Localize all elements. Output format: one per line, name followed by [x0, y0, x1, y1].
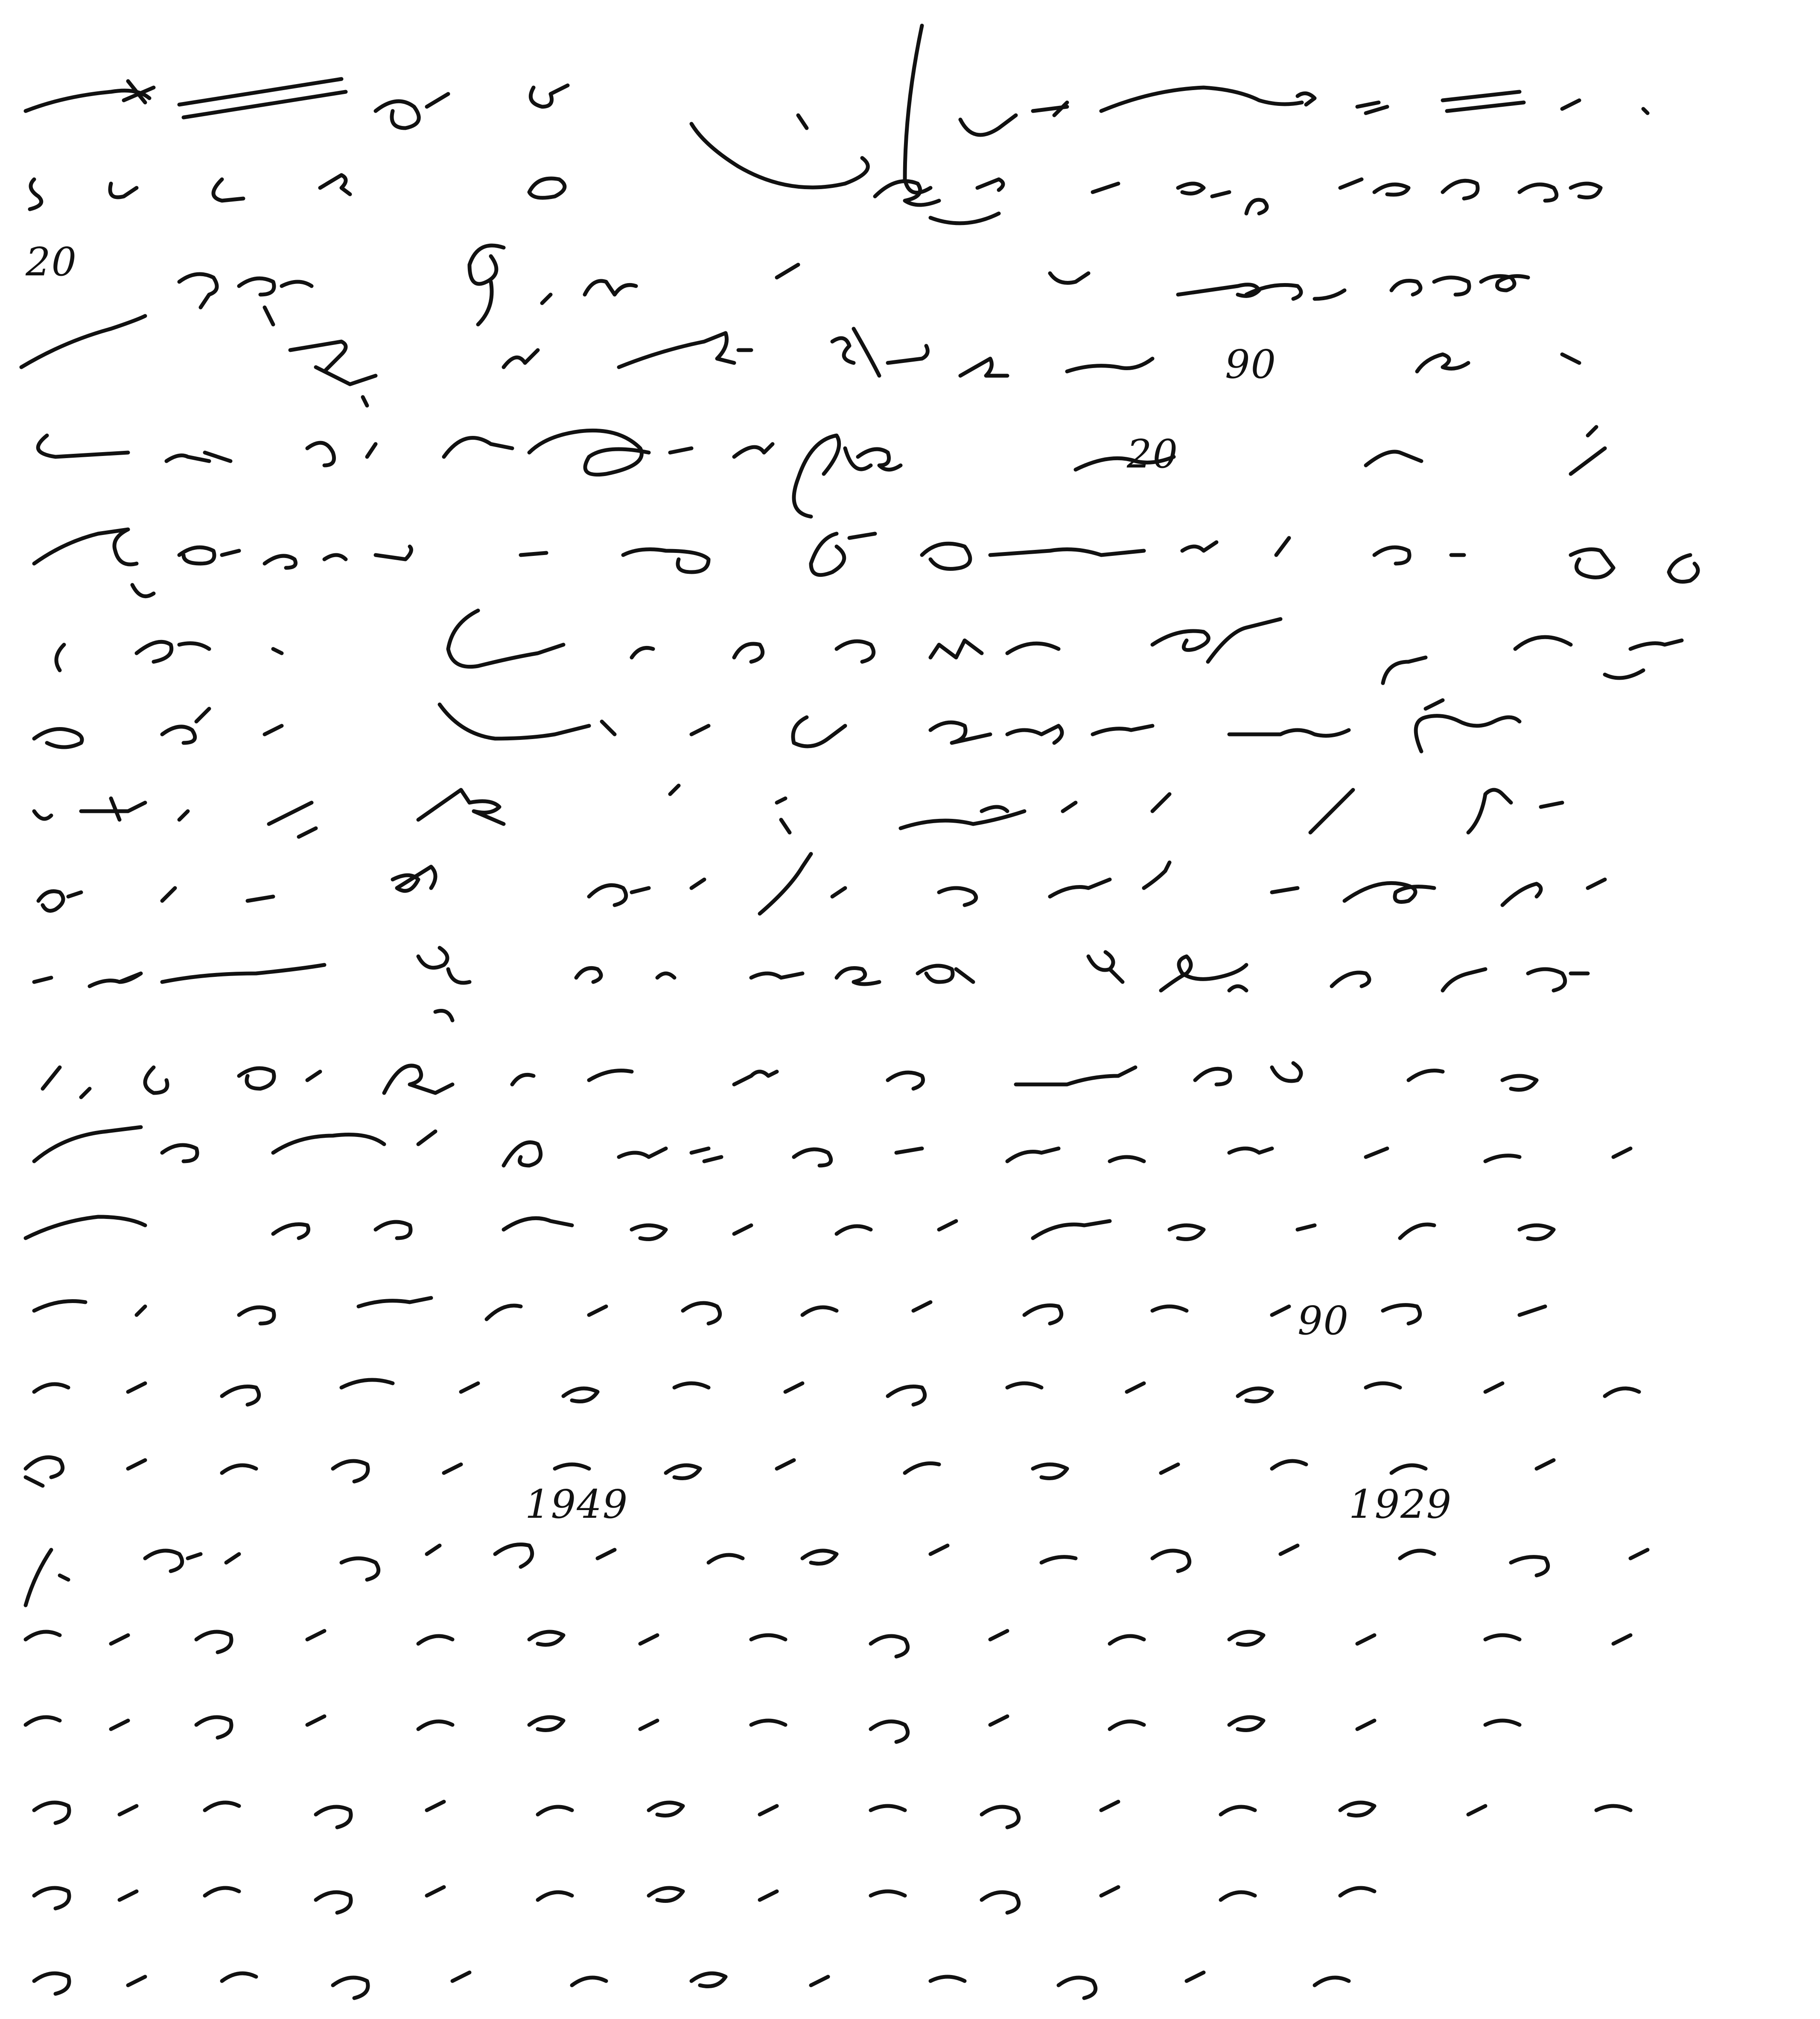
numeral-90: 90	[1225, 342, 1277, 387]
shorthand-line	[26, 1457, 1554, 1486]
shorthand-line	[34, 786, 1562, 837]
shorthand-line	[38, 427, 1605, 517]
shorthand-line	[26, 1545, 1648, 1606]
numeral-90: 90	[1298, 1298, 1350, 1344]
shorthand-line	[34, 700, 1520, 751]
shorthand-line	[26, 1631, 1630, 1657]
shorthand-line	[179, 245, 1528, 324]
shorthand-line	[34, 1380, 1639, 1405]
numeral-20: 20	[1127, 431, 1179, 477]
shorthand-line	[43, 1063, 1537, 1097]
shorthand-line	[34, 1972, 1349, 1998]
shorthand-line	[34, 1887, 1374, 1913]
shorthand-line	[21, 316, 1579, 406]
shorthand-line	[34, 529, 1698, 596]
shorthand-line	[30, 175, 1601, 223]
shorthand-line	[26, 1716, 1520, 1742]
shorthand-line	[34, 1802, 1630, 1827]
numeral-1949: 1949	[525, 1481, 629, 1527]
shorthand-line	[26, 26, 1648, 193]
shorthand-line	[34, 948, 1588, 1020]
shorthand-line	[38, 854, 1605, 914]
shorthand-line	[26, 1217, 1554, 1239]
shorthand-line	[34, 1127, 1630, 1166]
numeral-1929: 1929	[1349, 1481, 1452, 1527]
numeral-20: 20	[26, 239, 78, 285]
shorthand-line	[56, 611, 1682, 683]
